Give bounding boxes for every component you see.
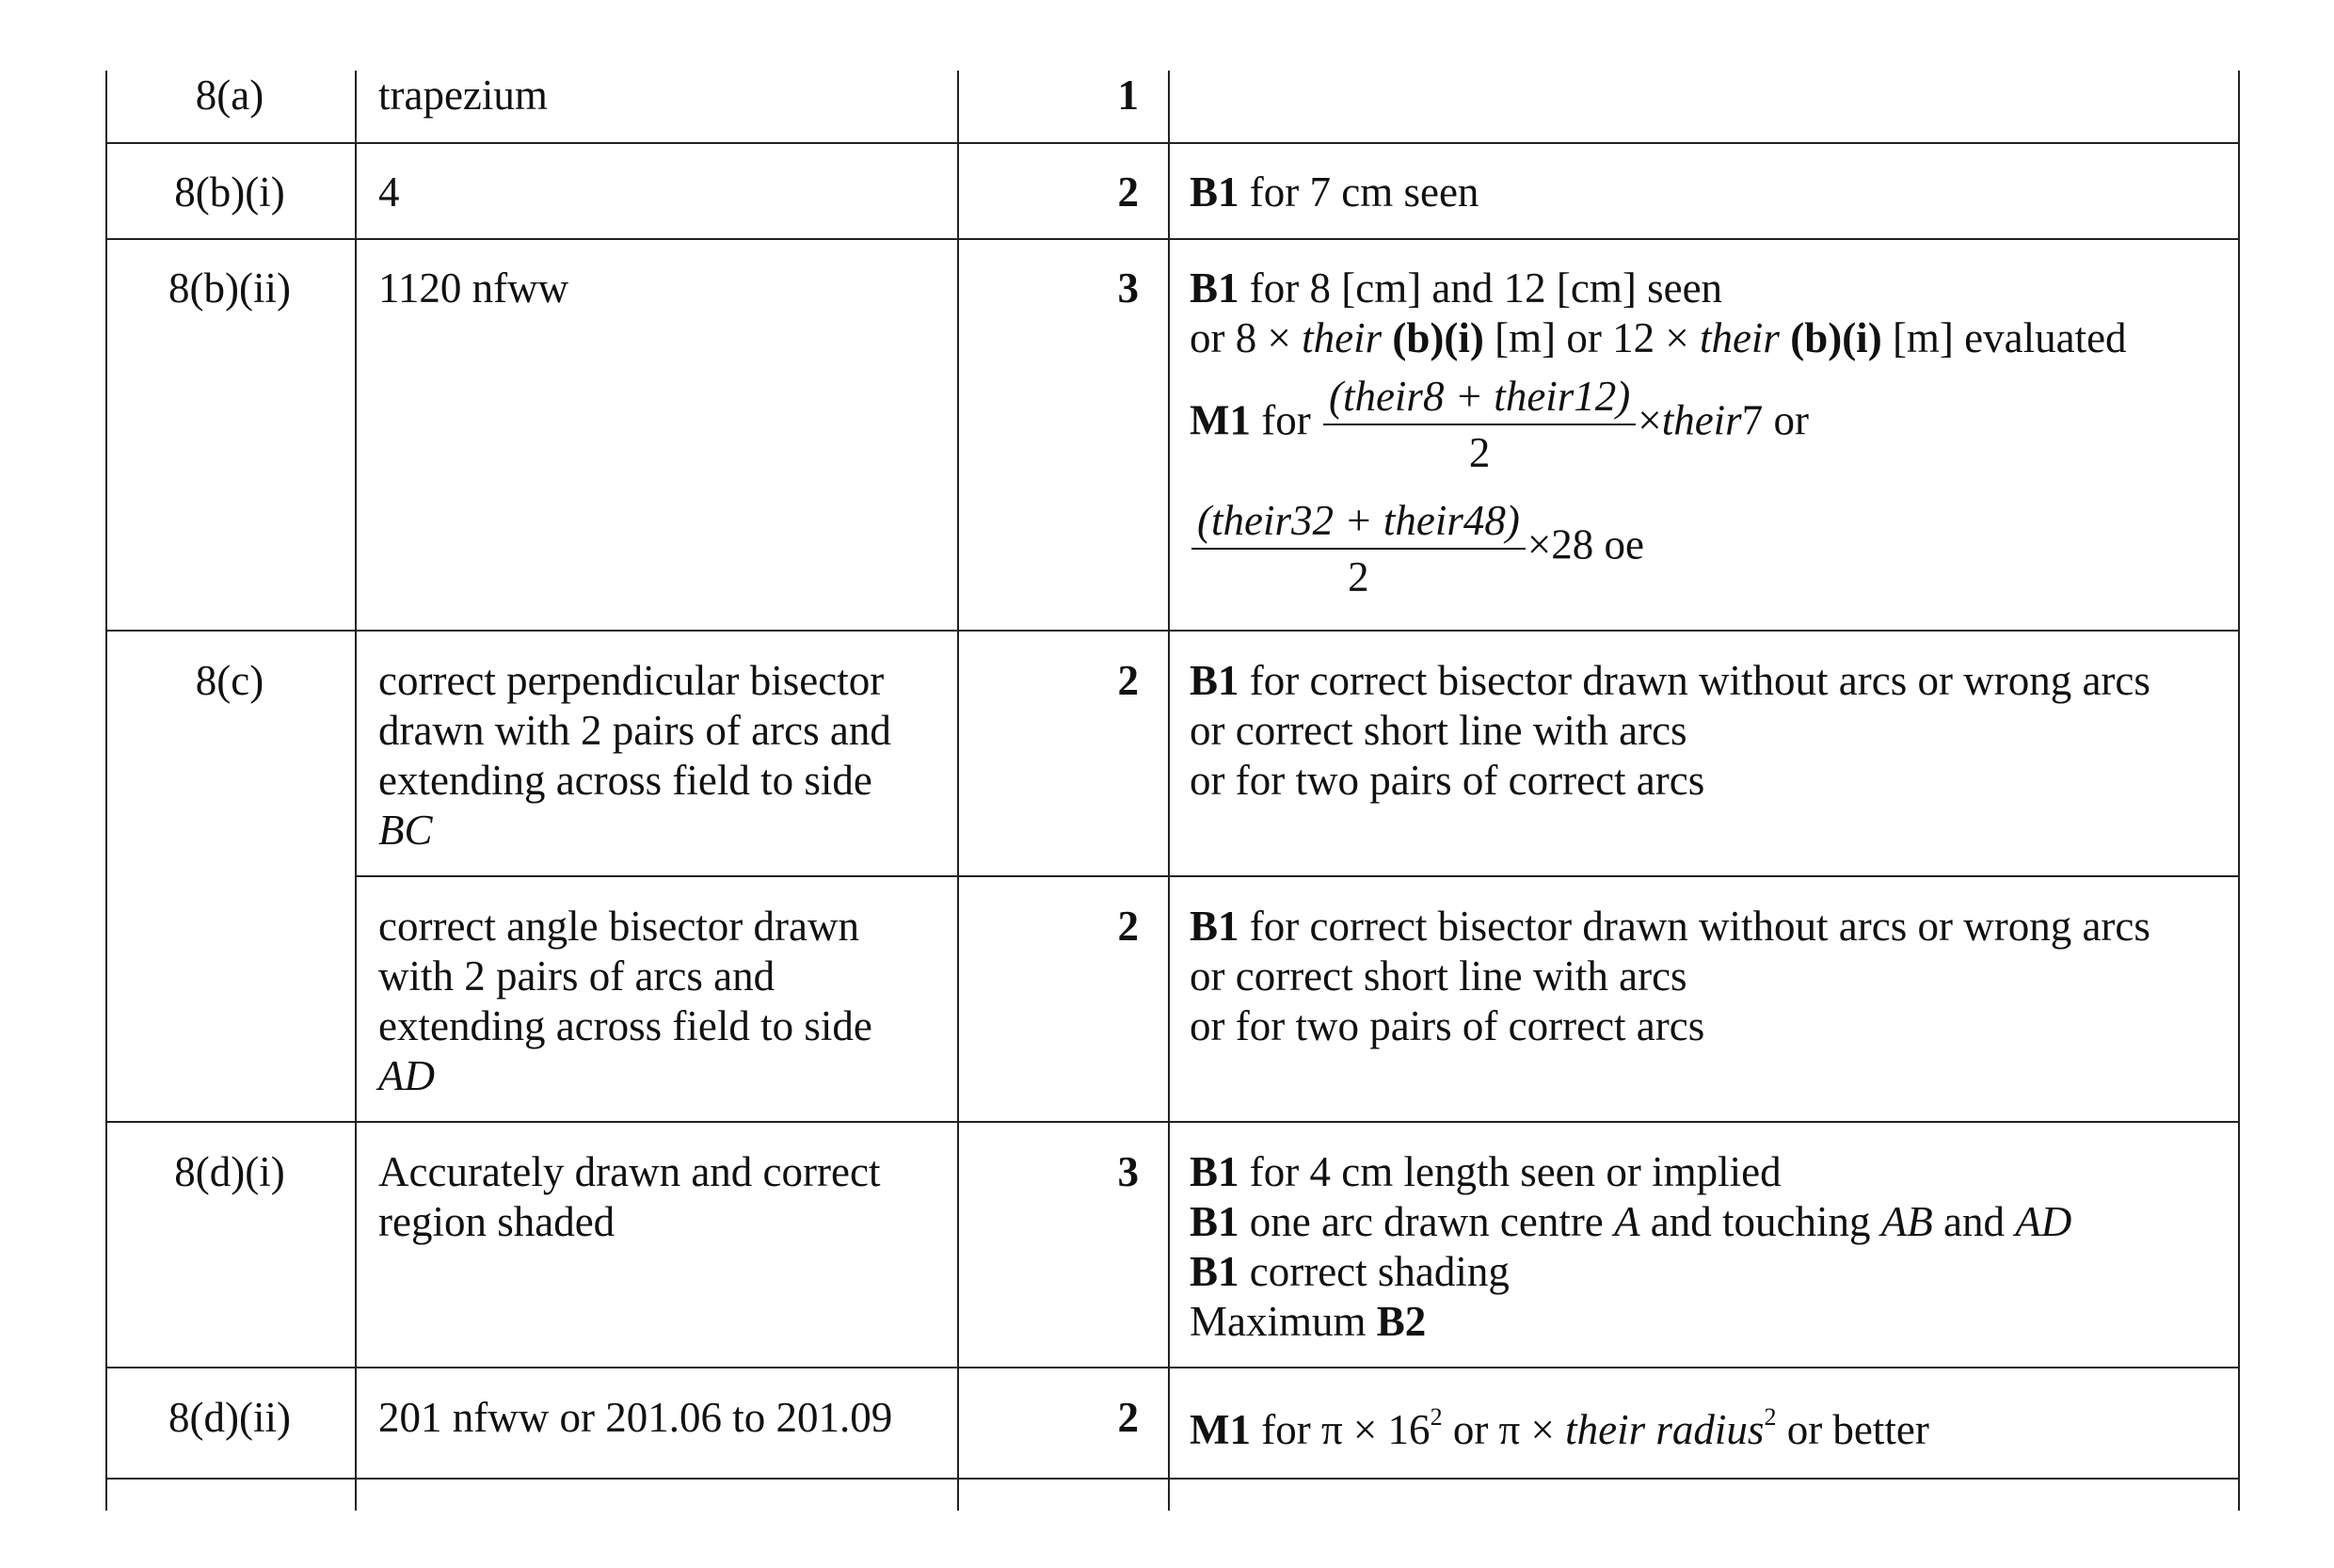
guidance-fragment: or 8 ×: [1190, 314, 1303, 361]
answer-text: 1120 nfww: [378, 264, 569, 312]
guidance-text: [1190, 168, 1479, 217]
fraction-denominator: 2: [1348, 553, 1369, 600]
row-divider: [105, 142, 2240, 144]
guidance-text: [1190, 1247, 1510, 1297]
marks-value: 2: [1117, 657, 1139, 704]
guidance-fragment: for π × 16: [1250, 1406, 1431, 1453]
marks-value: 3: [1117, 1148, 1139, 1195]
guidance-fragment: and: [1932, 1198, 2016, 1245]
mark-code: M1: [1190, 1406, 1251, 1453]
answer-text: correct angle bisector drawn: [378, 903, 859, 950]
guidance-fragment: or: [1763, 396, 1809, 444]
guidance-text: [1190, 902, 2150, 952]
marks-value: 2: [1117, 1394, 1139, 1441]
guidance-fragment: AB: [1880, 1198, 1933, 1245]
superscript: 2: [1764, 1403, 1777, 1431]
guidance-fragment: or better: [1776, 1406, 1929, 1453]
guidance-line: for 8 [cm] and 12 [cm] seen: [1239, 264, 1723, 312]
guidance-fragment: Maximum: [1190, 1298, 1377, 1345]
answer-text: with 2 pairs of arcs and: [378, 952, 775, 1000]
answer-text: 201 nfww or 201.06 to 201.09: [378, 1394, 893, 1441]
answer-text: region shaded: [378, 1198, 615, 1245]
guidance-text: [1190, 1147, 1782, 1197]
fraction-denominator: 2: [1468, 429, 1491, 476]
guidance-fragment: or π ×: [1442, 1406, 1566, 1453]
guidance-fragment: their: [1699, 314, 1780, 361]
answer-text: AD: [378, 1052, 435, 1099]
question-number: 8(b)(ii): [168, 264, 291, 312]
answer-text: drawn with 2 pairs of arcs and: [378, 707, 891, 754]
answer-text: trapezium: [378, 72, 548, 119]
guidance-formula: [1190, 369, 1809, 480]
question-number: 8(d)(ii): [168, 1394, 291, 1441]
row-divider: [105, 238, 2240, 240]
guidance-text: or for two pairs of correct arcs: [1190, 757, 1705, 804]
fraction-numerator: (their8 + their12): [1323, 369, 1636, 425]
mark-code: M1: [1190, 396, 1251, 444]
guidance-fragment: 7: [1741, 396, 1764, 444]
guidance-text: or correct short line with arcs: [1190, 952, 1687, 1000]
mark-code: B1: [1190, 1248, 1239, 1295]
superscript: 2: [1430, 1403, 1443, 1431]
marks-value: 3: [1117, 264, 1139, 312]
marks-value: 2: [1117, 903, 1139, 950]
mark-code: B1: [1190, 1198, 1239, 1245]
guidance-line: for 7 cm seen: [1239, 168, 1479, 216]
guidance-fragment: [m] or 12 ×: [1483, 314, 1700, 361]
answer-text: BC: [378, 807, 433, 854]
mark-code: B2: [1376, 1298, 1427, 1345]
mark-code: B1: [1190, 168, 1239, 216]
question-number: 8(b)(i): [174, 168, 285, 216]
guidance-fragment: (b)(i): [1779, 314, 1882, 361]
mark-code: B1: [1190, 903, 1239, 950]
marks-value: 2: [1117, 168, 1139, 216]
guidance-fragment: ×28 oe: [1527, 520, 1644, 568]
column-divider-question: [355, 71, 357, 1511]
answer-text: 4: [378, 168, 400, 216]
guidance-fragment: for: [1250, 396, 1321, 444]
table-border-right: [2238, 71, 2240, 1511]
fraction-numerator: (their32 + their48): [1191, 493, 1526, 550]
question-number: 8(a): [195, 72, 264, 119]
guidance-fragment: their: [1661, 396, 1742, 444]
guidance-fragment: one arc drawn centre: [1239, 1198, 1615, 1245]
guidance-text: or correct short line with arcs: [1190, 707, 1687, 754]
guidance-line: correct shading: [1239, 1248, 1510, 1295]
guidance-text: or for two pairs of correct arcs: [1190, 1002, 1705, 1049]
guidance-text: [1190, 1297, 1426, 1347]
column-divider-marks: [1168, 71, 1170, 1511]
fraction: [1191, 493, 1526, 604]
guidance-text: [1190, 1197, 2071, 1247]
guidance-fragment: (b)(i): [1382, 314, 1484, 361]
guidance-fragment: AD: [2015, 1198, 2072, 1245]
guidance-fragment: ×: [1638, 396, 1662, 444]
question-number: 8(d)(i): [174, 1148, 285, 1195]
guidance-fragment: and touching: [1639, 1198, 1881, 1245]
answer-text: Accurately drawn and correct: [378, 1148, 881, 1195]
mark-code: B1: [1190, 657, 1239, 704]
mark-code: B1: [1190, 1148, 1239, 1195]
row-divider: [105, 630, 2240, 632]
guidance-text: [1190, 313, 2127, 363]
guidance-text: [1190, 1405, 1929, 1455]
row-divider: [105, 1367, 2240, 1368]
guidance-fragment: A: [1614, 1198, 1640, 1245]
question-number: 8(c): [195, 657, 264, 704]
guidance-fragment: [m] evaluated: [1881, 314, 2127, 361]
guidance-fragment: their radius: [1565, 1406, 1765, 1453]
guidance-text: [1190, 656, 2150, 706]
guidance-line: for 4 cm length seen or implied: [1239, 1148, 1782, 1195]
row-divider: [105, 1121, 2240, 1123]
guidance-fragment: their: [1302, 314, 1383, 361]
guidance-text: [1190, 264, 1722, 313]
fraction: [1323, 369, 1636, 480]
guidance-line: for correct bisector drawn without arcs or wrong arcs: [1239, 903, 2150, 950]
marks-value: 1: [1117, 72, 1139, 119]
answer-text: extending across field to side: [378, 1002, 872, 1049]
guidance-line: for correct bisector drawn without arcs or wrong arcs: [1239, 657, 2150, 704]
row-divider: [105, 1478, 2240, 1480]
mark-code: B1: [1190, 264, 1239, 312]
answer-text: extending across field to side: [378, 757, 872, 804]
guidance-formula: [1190, 493, 1644, 604]
row-divider: [355, 875, 2240, 877]
answer-text: correct perpendicular bisector: [378, 657, 885, 704]
